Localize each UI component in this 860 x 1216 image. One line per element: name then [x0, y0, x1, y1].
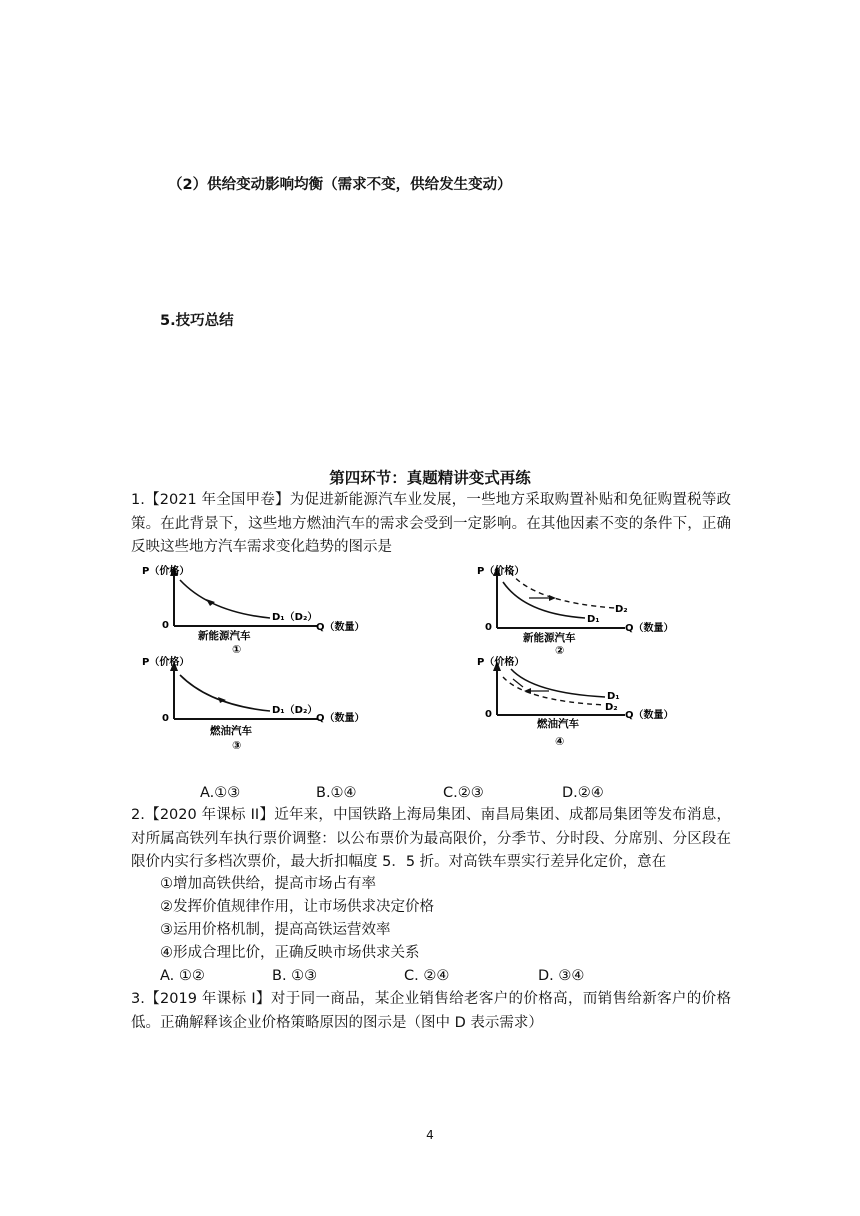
figure-2-q-label: Q（数量） — [625, 623, 674, 634]
figure-4-q-label: Q（数量） — [625, 710, 674, 721]
q2-item-2: ②发挥价值规律作用，让市场供求决定价格 — [160, 899, 434, 915]
figure-2-curve-label: D₁ — [587, 614, 600, 625]
figure-1-number: ① — [232, 643, 242, 656]
q2-option-a[interactable]: A. ①② — [160, 968, 205, 984]
figure-1-origin: 0 — [162, 620, 169, 631]
figure-4-p-label: P（价格） — [477, 657, 525, 668]
figure-4-origin: 0 — [485, 709, 492, 720]
q1-option-d[interactable]: D.②④ — [562, 785, 604, 801]
figure-4-curve2-label: D₂ — [605, 702, 618, 713]
figure-1 — [140, 562, 380, 658]
figure-3-p-label: P（价格） — [142, 657, 190, 668]
figure-4-number: ④ — [555, 735, 565, 748]
figure-2-curve2-label: D₂ — [615, 604, 628, 615]
figure-1-caption: 新能源汽车 — [198, 630, 251, 642]
section-heading: 第四环节：真题精讲变式再练 — [329, 469, 531, 487]
q2-item-3: ③运用价格机制，提高高铁运营效率 — [160, 922, 391, 938]
q2-item-4: ④形成合理比价，正确反映市场供求关系 — [160, 945, 420, 961]
figure-3-caption: 燃油汽车 — [210, 725, 252, 737]
figure-2-origin: 0 — [485, 622, 492, 633]
q1-option-a[interactable]: A.①③ — [200, 785, 241, 801]
figure-3 — [140, 653, 380, 753]
section-supply-heading: （2）供给变动影响均衡（需求不变，供给发生变动） — [168, 177, 512, 193]
section-tips-heading: 5.技巧总结 — [160, 313, 234, 329]
page-number: 4 — [426, 1128, 434, 1142]
question-1-text: 1.【2021 年全国甲卷】为促进新能源汽车业发展，一些地方采取购置补贴和免征购置税等政策。在此背景下，这些地方燃油汽车的需求会受到一定影响。在其他因素不变的条件下，正确反映这些地方汽车需求变化趋势的图示是 — [131, 492, 731, 555]
question-2-text: 2.【2020 年课标 II】近年来，中国铁路上海局集团、南昌局集团、成都局集团等发布消息，对所属高铁列车执行票价调整：以公布票价为最高限价，分季节、分时段、分席别、分区段在限价内实行多档次票价，最大折扣幅度 5．5 折。对高铁车票实行差异化定价，意在 — [131, 807, 731, 870]
q1-option-c[interactable]: C.②③ — [443, 785, 484, 801]
figure-4 — [475, 653, 685, 753]
q2-option-b[interactable]: B. ①③ — [272, 968, 318, 984]
figure-3-q-label: Q（数量） — [316, 713, 365, 724]
q2-option-d[interactable]: D. ③④ — [538, 968, 585, 984]
figure-2-p-label: P（价格） — [477, 566, 525, 577]
figure-3-curve-label: D₁（D₂） — [272, 705, 318, 716]
figure-2-number: ② — [555, 644, 565, 657]
figure-3-origin: 0 — [162, 713, 169, 724]
figure-1-curve-label: D₁（D₂） — [272, 612, 318, 623]
figure-2-caption: 新能源汽车 — [523, 632, 576, 644]
q2-option-c[interactable]: C. ②④ — [404, 968, 450, 984]
figure-1-q-label: Q（数量） — [316, 622, 365, 633]
q2-item-1: ①增加高铁供给，提高市场占有率 — [160, 876, 376, 892]
figure-2 — [475, 562, 685, 658]
figure-1-p-label: P（价格） — [142, 566, 190, 577]
figure-3-number: ③ — [232, 739, 242, 752]
q1-option-b[interactable]: B.①④ — [316, 785, 357, 801]
question-3-text: 3.【2019 年课标 I】对于同一商品，某企业销售给老客户的价格高，而销售给新客户的价格低。正确解释该企业价格策略原因的图示是（图中 D 表示需求） — [131, 991, 731, 1031]
figure-4-curve-label: D₁ — [607, 691, 620, 702]
figure-4-caption: 燃油汽车 — [537, 718, 579, 730]
